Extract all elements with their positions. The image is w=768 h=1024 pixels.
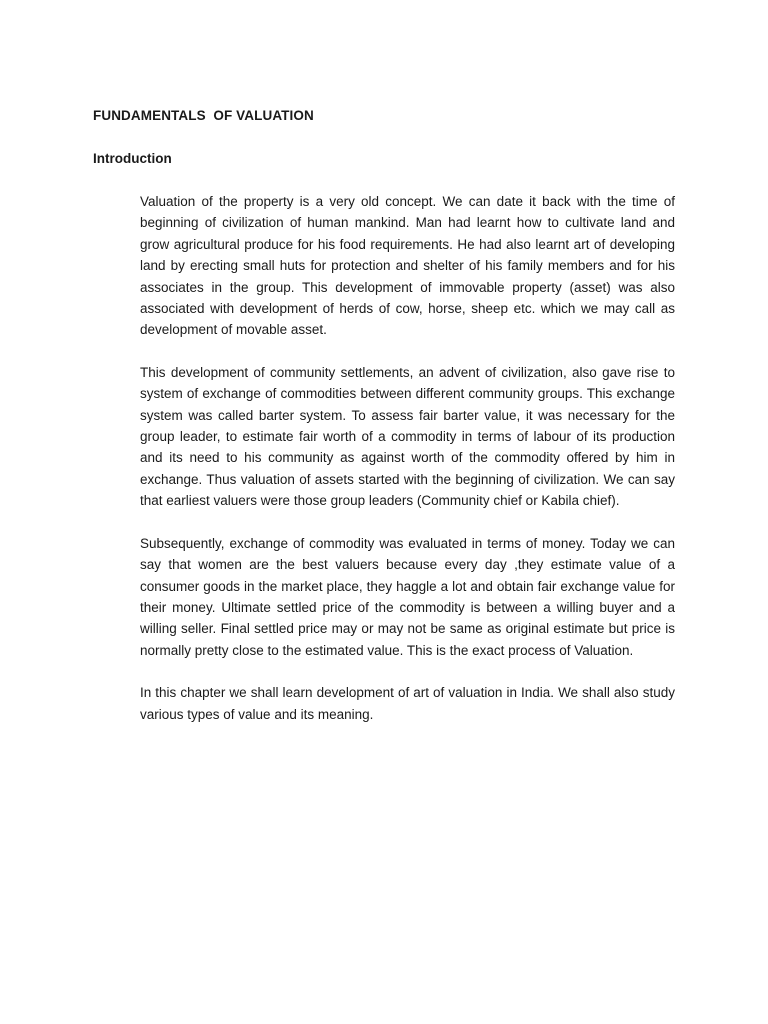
paragraph-valuation-history: Valuation of the property is a very old concept. We can date it back with the time of beginning of civilization of human mankind. Man had learnt how to cultivate land and grow agricultural produce for his food requirements. He had also learnt art of developing land by erecting small huts for protection and shelter of his family members and for his associates in the group. This development of immovable property (asset) was also associated with development of herds of cow, horse, sheep etc. which we may call as development of movable asset. [140,194,675,338]
paragraph-money-exchange: Subsequently, exchange of commodity was evaluated in terms of money. Today we can say that women are the best valuers because every day ,they estimate value of a consumer goods in the market place, they haggle a lot and obtain fair exchange value for their money. Ultimate settled price of the commodity is between a willing buyer and a willing seller. Final settled price may or may not be same as original estimate but price is normally pretty close to the estimated value. This is the exact process of Valuation. [140,535,675,658]
document-title: FUNDAMENTALS OF VALUATION [93,108,314,123]
section-heading-introduction: Introduction [93,151,172,166]
paragraph-chapter-scope: In this chapter we shall learn development of art of valuation in India. We shall also study various types of value and its meaning. [140,685,675,722]
introduction-body [140,191,675,746]
paragraph-barter-system: This development of community settlements, an advent of civilization, also gave rise to system of exchange of commodities between different community groups. This exchange system was called barter system. To assess fair barter value, it was necessary for the group leader, to estimate fair worth of a commodity in terms of labour of its production and its need to his community as against worth of the commodity offered by him in exchange. Thus valuation of assets started with the beginning of civilization. We can say that earliest valuers were those group leaders (Community chief or Kabila chief). [140,364,675,509]
